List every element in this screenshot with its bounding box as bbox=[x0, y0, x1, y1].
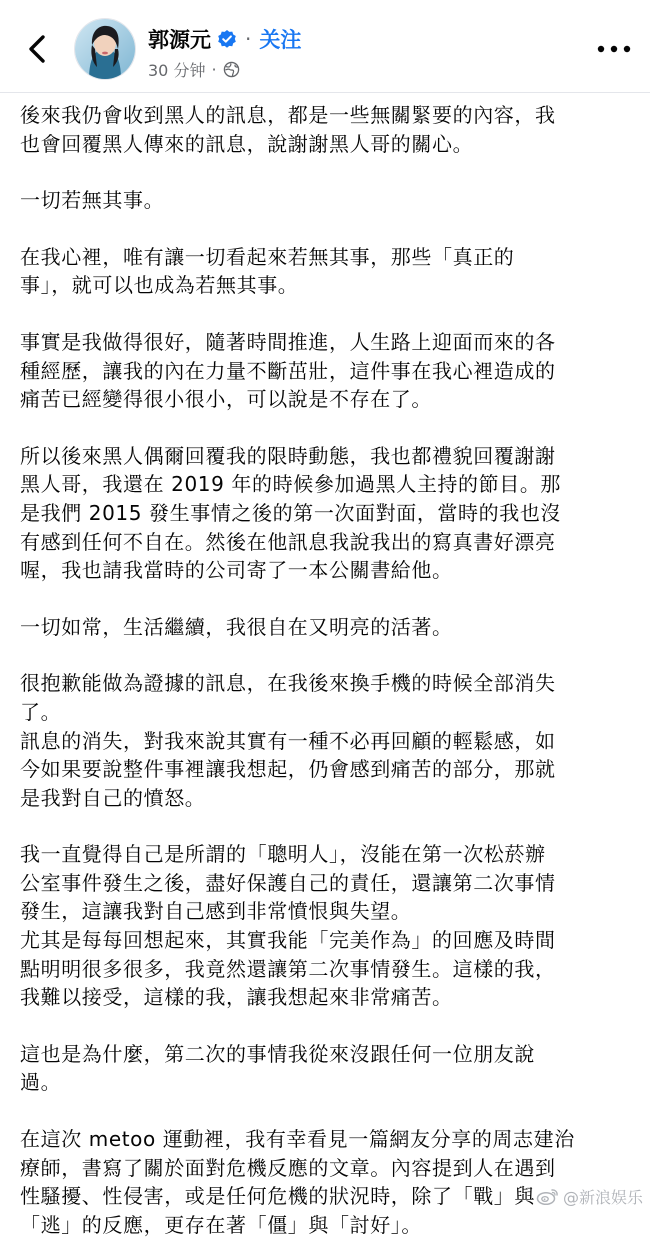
meta-separator: · bbox=[211, 59, 217, 79]
paragraph-spacer bbox=[20, 215, 632, 243]
author-name[interactable]: 郭源元 bbox=[148, 28, 211, 52]
name-separator: · bbox=[245, 27, 252, 51]
verified-badge-icon bbox=[217, 29, 237, 49]
paragraph-spacer bbox=[20, 585, 632, 613]
paragraph-spacer bbox=[20, 158, 632, 186]
post-paragraph: 訊息的消失，對我來說其實有一種不必再回顧的輕鬆感，如 今如果要說整件事裡讓我想起，仍會感到痛苦的部分，那就 是我對自己的憤怒。 bbox=[20, 728, 556, 810]
paragraph-spacer bbox=[20, 300, 632, 328]
post-paragraph: 在我心裡，唯有讓一切看起來若無其事，那些「真正的 事」，就可以也成為若無其事。 bbox=[20, 244, 515, 298]
paragraph-spacer bbox=[20, 414, 632, 442]
more-horizontal-icon bbox=[597, 45, 631, 53]
post-paragraph: 尤其是每每回想起來，其實我能「完美作為」的回應及時間 點明明很多很多，我竟然還讓第二次事情發生。這樣的我， 我難以接受，這樣的我，讓我想起來非常痛苦。 bbox=[20, 928, 556, 1010]
paragraph-spacer bbox=[20, 641, 632, 669]
watermark-text: @新浪娱乐 bbox=[563, 1187, 644, 1207]
watermark bbox=[536, 1184, 643, 1208]
weibo-logo-icon bbox=[536, 1186, 560, 1206]
author-avatar[interactable] bbox=[74, 18, 136, 80]
post-header bbox=[0, 0, 650, 92]
post-paragraph: 很抱歉能做為證據的訊息，在我後來換手機的時候全部消失 了。 bbox=[20, 671, 556, 724]
more-options-button[interactable] bbox=[594, 34, 634, 64]
header-divider bbox=[0, 92, 650, 93]
author-row bbox=[148, 22, 301, 56]
post-paragraph: 後來我仍會收到黑人的訊息，都是一些無關緊要的內容，我 也會回覆黑人傳來的訊息，說謝謝黑人哥的關心。 bbox=[20, 103, 556, 156]
post-paragraph: 一切若無其事。 bbox=[20, 188, 165, 213]
paragraph-spacer bbox=[20, 1097, 632, 1125]
post-body bbox=[20, 101, 632, 1239]
paragraph-spacer bbox=[20, 1012, 632, 1040]
post-timestamp[interactable]: 30 分钟 bbox=[148, 60, 206, 80]
paragraph-spacer bbox=[20, 812, 632, 840]
back-button[interactable] bbox=[20, 30, 54, 68]
post-paragraph: 我一直覺得自己是所謂的「聰明人」，沒能在第一次松菸辦 公室事件發生之後，盡好保護自己的責任，還讓第二次事情 發生，這讓我對自己感到非常憤恨與失望。 bbox=[20, 842, 556, 924]
post-paragraph: 在這次 metoo 運動裡，我有幸看見一篇網友分享的周志建治 療師，書寫了關於面對危機反應的文章。內容提到人在遇到 性騷擾、性侵害，或是任何危機的狀況時，除了「戰」與 「逃」的反應，更存在著「僵」與「討好」。 bbox=[20, 1127, 575, 1237]
post-paragraph: 這也是為什麼，第二次的事情我從來沒跟任何一位朋友說 過。 bbox=[20, 1041, 535, 1095]
post-paragraph: 一切如常，生活繼續，我很自在又明亮的活著。 bbox=[20, 614, 453, 639]
post-meta bbox=[148, 58, 240, 80]
follow-button[interactable]: 关注 bbox=[259, 28, 302, 52]
globe-icon bbox=[223, 61, 240, 78]
post-paragraph: 事實是我做得很好，隨著時間推進，人生路上迎面而來的各 種經歷，讓我的內在力量不斷茁壯，這件事在我心裡造成的 痛苦已經變得很小很小，可以說是不存在了。 bbox=[20, 329, 556, 412]
post-paragraph: 所以後來黑人偶爾回覆我的限時動態，我也都禮貌回覆謝謝 黑人哥，我還在 2019 年的時候參加過黑人主持的節目。那 是我們 2015 發生事情之後的第一次面對面，當時的我也沒 有感到任何不自在。然後在他訊息我說我出的寫真書好漂亮 喔，我也請我當時的公司寄了一本公關書給他。 bbox=[20, 443, 562, 583]
avatar-image bbox=[75, 19, 135, 79]
back-arrow-icon bbox=[27, 34, 47, 64]
